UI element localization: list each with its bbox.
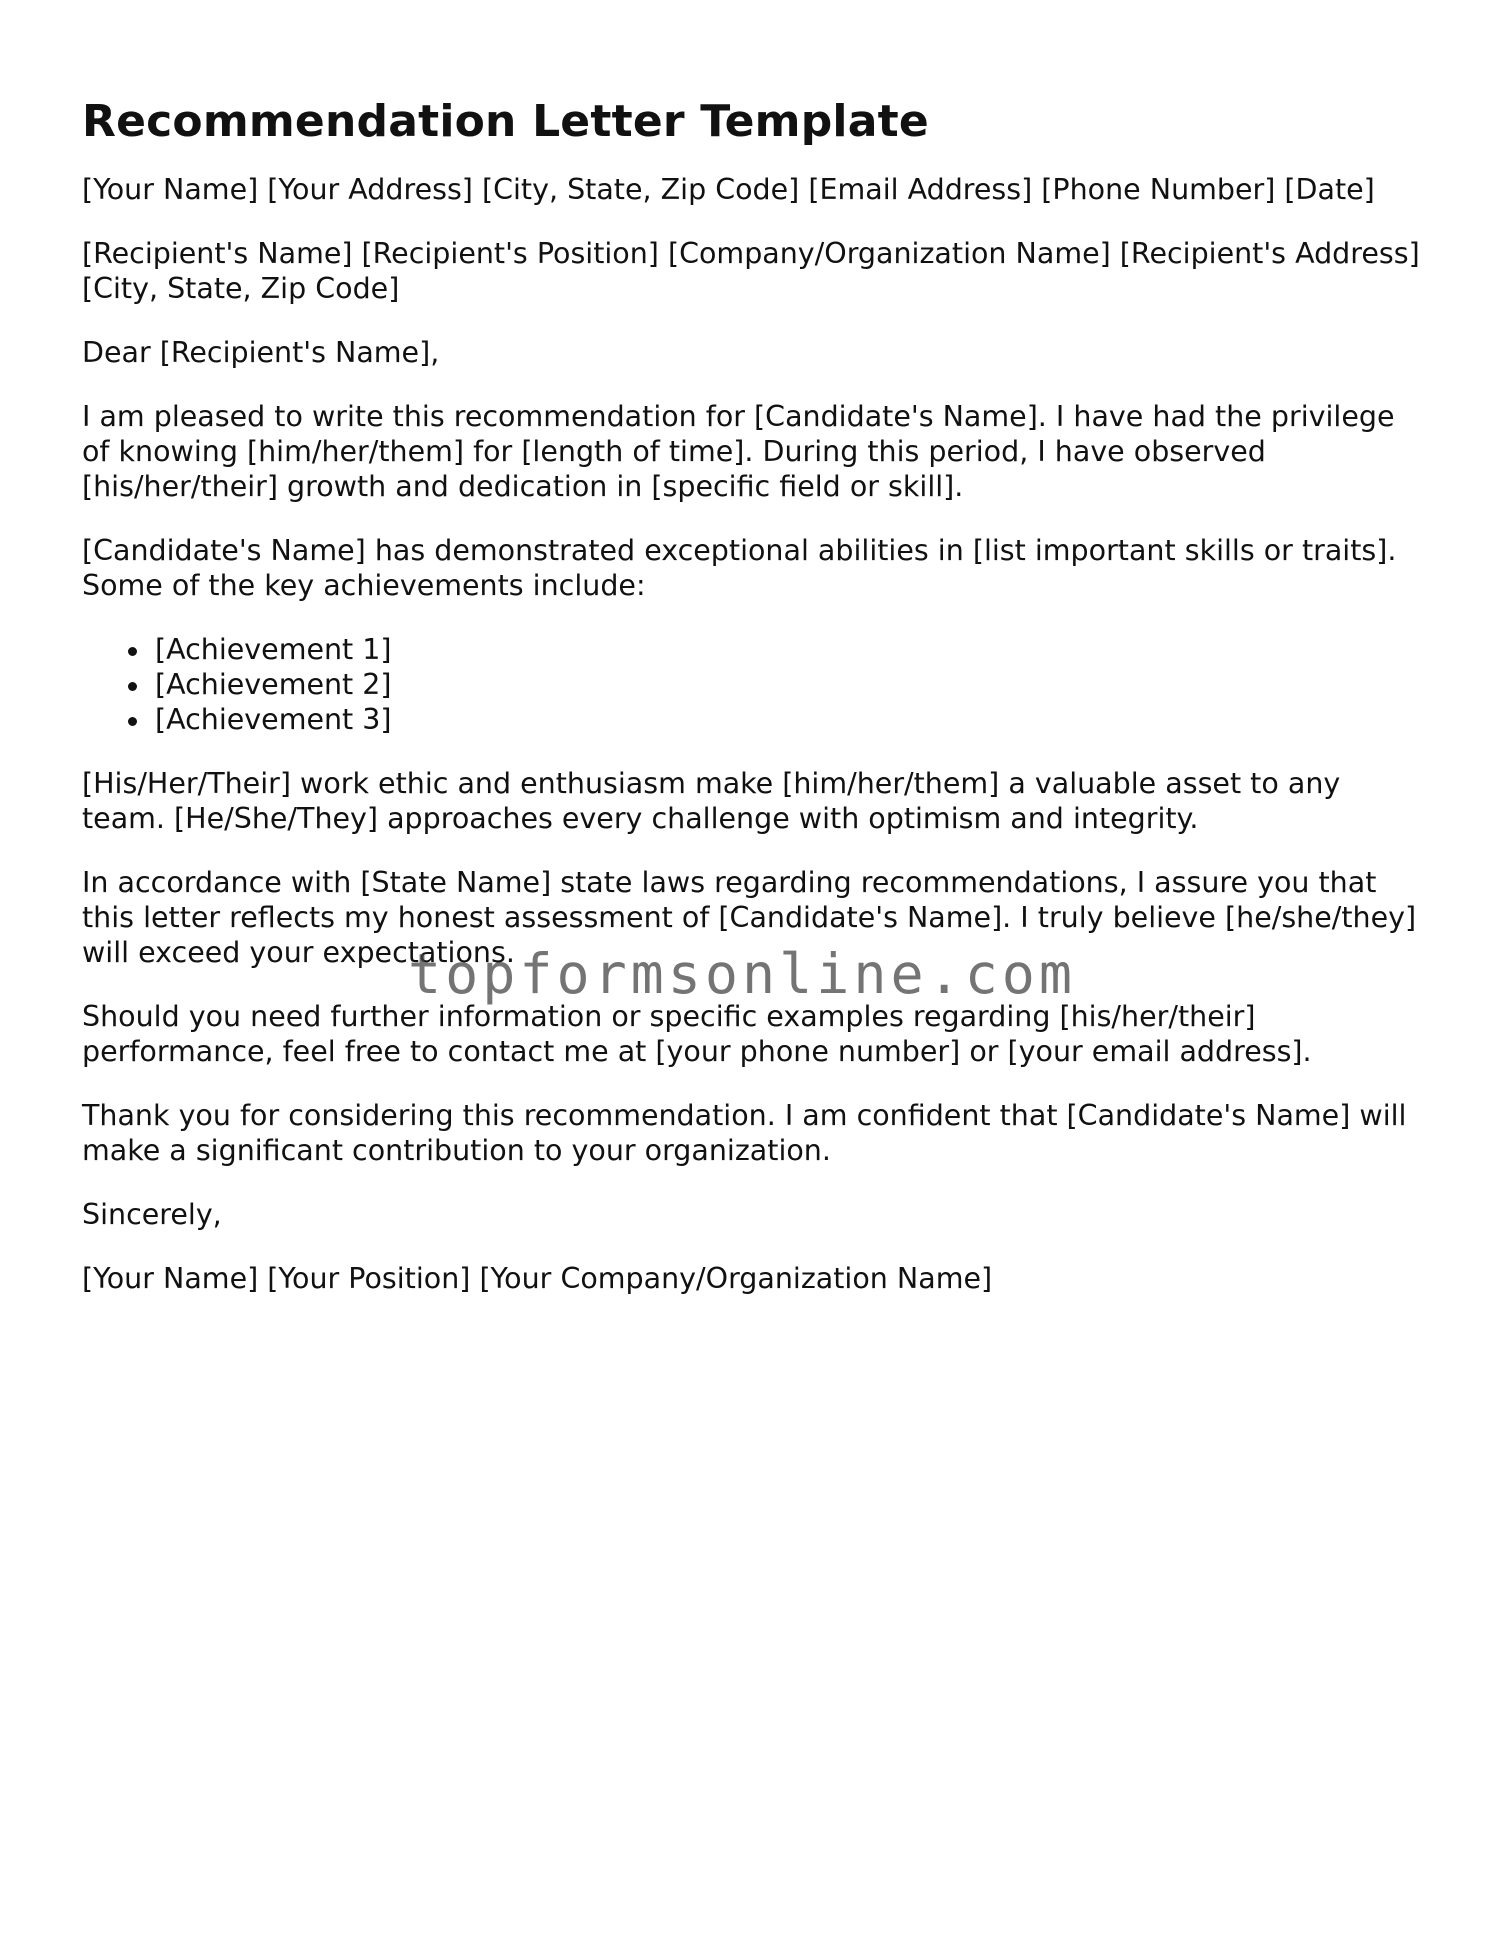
watermark: topformsonline.com	[408, 942, 1077, 1006]
salutation: Dear [Recipient's Name],	[82, 336, 440, 369]
list-item: [Achievement 1]	[155, 632, 1422, 667]
achievements-list	[82, 632, 1422, 737]
list-item: [Achievement 2]	[155, 667, 1422, 702]
closing: Sincerely,	[82, 1198, 222, 1231]
paragraph-abilities: [Candidate's Name] has demonstrated exceptional abilities in [list important skills or traits]. Some of the key achievements include:	[82, 534, 1397, 602]
paragraph-contact: Should you need further information or specific examples regarding [his/her/their] performance, feel free to contact me at [your phone number] or [your email address].	[82, 1000, 1312, 1068]
letter-content	[82, 96, 1422, 1325]
list-item: [Achievement 3]	[155, 702, 1422, 737]
recipient-block: [Recipient's Name] [Recipient's Position] [Company/Organization Name] [Recipient's Address] [City, State, Zip Code]	[82, 237, 1420, 305]
paragraph-intro: I am pleased to write this recommendation for [Candidate's Name]. I have had the privilege of knowing [him/her/them] for [length of time]. During this period, I have observed [his/her/their] growth and dedication in [specific field or skill].	[82, 400, 1395, 503]
paragraph-work-ethic: [His/Her/Their] work ethic and enthusiasm make [him/her/them] a valuable asset to any team. [He/She/They] approaches every challenge with optimism and integrity.	[82, 767, 1341, 835]
signature-block: [Your Name] [Your Position] [Your Company/Organization Name]	[82, 1262, 993, 1295]
paragraph-thanks: Thank you for considering this recommendation. I am confident that [Candidate's Name] will make a significant contribution to your organization.	[82, 1099, 1407, 1167]
sender-block: [Your Name] [Your Address] [City, State, Zip Code] [Email Address] [Phone Number] [Date]	[82, 173, 1375, 206]
paragraph-state-laws: In accordance with [State Name] state laws regarding recommendations, I assure you that this letter reflects my honest assessment of [Candidate's Name]. I truly believe [he/she/they] will exceed your expectations.	[82, 866, 1417, 969]
page-title: Recommendation Letter Template	[82, 96, 929, 147]
